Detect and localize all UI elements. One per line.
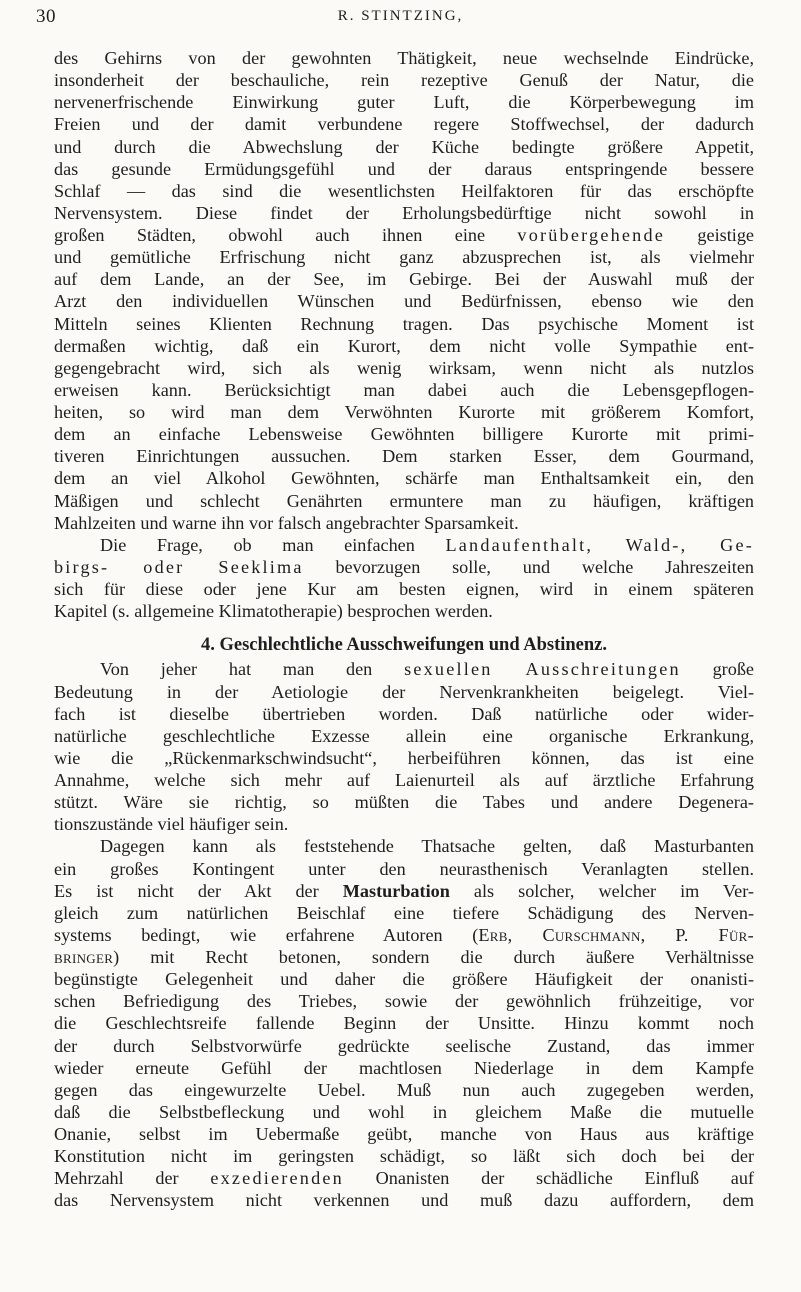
- text-line: Dagegen kann als feststehende Thatsache gelten, daß Masturbanten: [100, 836, 754, 857]
- running-head: R. STINTZING,: [337, 8, 464, 24]
- text-line: fach ist dieselbe übertrieben worden. Daß natürliche oder wider-: [54, 703, 754, 724]
- author-names: bringer: [54, 947, 114, 967]
- page-number: 30: [36, 6, 56, 27]
- text-line: Mahlzeiten und warne ihn vor falsch angebrachter Sparsamkeit.: [54, 512, 519, 533]
- text-line: ein großes Kontingent unter den neurasthenisch Veranlagten stellen.: [54, 858, 754, 879]
- text-line: wie die „Rückenmarkschwindsucht“, herbeiführen können, das ist eine: [54, 747, 754, 768]
- text-run: als solcher, welcher im Ver-: [449, 880, 754, 901]
- text-line: auf dem Lande, an der See, im Gebirge. Bei der Auswahl muß der: [54, 269, 754, 290]
- text-line: gegen das eingewurzelte Uebel. Muß nun auch zugegeben werden,: [54, 1079, 754, 1100]
- text-line: wieder erneute Gefühl der machtlosen Niederlage in dem Kampfe: [54, 1057, 754, 1078]
- text-run: Von jeher hat man den: [100, 659, 405, 680]
- text-line: dem an einfache Lebensweise Gewöhnten billigere Kurorte mit primi-: [54, 424, 754, 445]
- text-line: natürliche geschlechtliche Exzesse allein eine organische Erkrankung,: [54, 725, 754, 746]
- text-line: [54, 946, 754, 968]
- text-line: des Gehirns von der gewohnten Thätigkeit, neue wechselnde Eindrücke,: [54, 48, 754, 68]
- text-line: [54, 534, 754, 556]
- text-line: dermaßen wichtig, daß ein Kurort, dem nicht volle Sympathie ent-: [54, 335, 754, 356]
- text-line: gegengebracht wird, sich als wenig wirksam, wenn nicht als nutzlos: [54, 357, 754, 378]
- text-line: sich für diese oder jene Kur am besten eignen, wird in einem späteren: [54, 579, 754, 599]
- text-line: und durch die Abwechslung der Küche bedingte größere Appetit,: [54, 136, 754, 157]
- text-line: [54, 224, 754, 246]
- text-line: nervenerfrischende Einwirkung guter Luft, die Körperbewegung im: [54, 92, 754, 113]
- text-line: Mäßigen und schlecht Genährten ermuntere man zu häufigen, kräftigen: [54, 490, 754, 511]
- bold-term: Masturbation: [342, 880, 450, 901]
- text-line: und gemütliche Erfrischung nicht ganz abzusprechen ist, als vielmehr: [54, 247, 754, 268]
- text-run: ) mit Recht betonen, sondern die durch äußere Verhältnisse: [113, 947, 754, 967]
- text-run: bevorzugen solle, und welche Jahreszeiten: [303, 556, 754, 577]
- text-line: [54, 556, 754, 578]
- text-run: systems bedingt, wie erfahrene Autoren (: [54, 924, 479, 945]
- text-line: heiten, so wird man dem Verwöhnten Kurorte mit größerem Komfort,: [54, 402, 754, 422]
- text-line: [54, 880, 754, 902]
- text-run: Mehrzahl der: [54, 1168, 211, 1189]
- text-run: Onanisten der schädliche Einfluß auf: [343, 1168, 754, 1189]
- text-line: Freien und der damit verbundene regere Stoffwechsel, der dadurch: [54, 114, 754, 135]
- text-line: das Nervensystem nicht verkennen und muß dazu auffordern, dem: [54, 1190, 754, 1211]
- spaced-emphasis: sexuellen Ausschreitungen: [404, 659, 681, 680]
- text-run: geistige: [665, 225, 754, 245]
- section-heading: 4. Geschlechtliche Ausschweifungen und Abstinenz.: [200, 635, 608, 656]
- text-run: Die Frage, ob man einfachen: [100, 534, 446, 555]
- text-run: Es ist nicht der Akt der: [54, 880, 343, 901]
- text-line: dem an viel Alkohol Gewöhnten, schärfe man Enthaltsamkeit ein, den: [54, 468, 754, 489]
- text-line: [54, 924, 754, 946]
- text-line: die Geschlechtsreife fallende Beginn der Unsitte. Hinzu kommt noch: [54, 1013, 754, 1034]
- body-text: [54, 47, 754, 1212]
- text-run: großen Städten, obwohl auch ihnen eine: [54, 225, 518, 245]
- text-line: Arzt den individuellen Wünschen und Bedürfnissen, ebenso wie den: [54, 291, 754, 312]
- spaced-emphasis: birgs- oder Seeklima: [54, 556, 304, 577]
- text-line: Nervensystem. Diese findet der Erholungsbedürftige nicht sowohl in: [54, 202, 754, 223]
- text-line: der durch Selbstvorwürfe gedrückte seelische Zustand, das immer: [54, 1035, 754, 1056]
- text-line: Schlaf — das sind die wesentlichsten Heilfaktoren für das erschöpfte: [54, 180, 754, 201]
- spaced-emphasis: exzedierenden: [210, 1168, 344, 1189]
- text-line: [54, 658, 754, 680]
- text-line: schen Befriedigung des Triebes, sowie der gewöhnlich frühzeitige, vor: [54, 991, 754, 1012]
- text-line: erweisen kann. Berücksichtigt man dabei auch die Lebensgepflogen-: [54, 379, 754, 400]
- spaced-emphasis: Landaufenthalt, Wald-, Ge-: [445, 534, 754, 555]
- text-line: insonderheit der beschauliche, rein rezeptive Genuß der Natur, die: [54, 70, 754, 91]
- text-line: Konstitution nicht im geringsten schädigt, so läßt sich doch bei der: [54, 1146, 754, 1167]
- text-line: daß die Selbstbefleckung und wohl in gleichem Maße die mutuelle: [54, 1101, 754, 1122]
- text-line: tiveren Einrichtungen aussuchen. Dem starken Esser, dem Gourmand,: [54, 446, 754, 467]
- text-line: Mitteln seines Klienten Rechnung tragen. Das psychische Moment ist: [54, 313, 754, 334]
- spaced-emphasis: vorübergehende: [517, 225, 666, 245]
- text-line: Annahme, welche sich mehr auf Laienurteil als auf ärztliche Erfahrung: [54, 770, 754, 790]
- text-line: gleich zum natürlichen Beischlaf eine tiefere Schädigung des Nerven-: [54, 902, 754, 923]
- text-line: begünstigte Gelegenheit und daher die größere Häufigkeit der onanisti-: [54, 969, 754, 990]
- author-names: Erb, Curschmann, P. Für-: [478, 924, 754, 945]
- text-run: große: [680, 659, 754, 680]
- text-line: Onanie, selbst im Uebermaße geübt, manche von Haus aus kräftige: [54, 1124, 754, 1144]
- text-line: Bedeutung in der Aetiologie der Nervenkrankheiten beigelegt. Viel-: [54, 681, 754, 702]
- text-line: [54, 1167, 754, 1189]
- text-line: Kapitel (s. allgemeine Klimatotherapie) besprochen werden.: [54, 601, 493, 622]
- text-line: tionszustände viel häufiger sein.: [54, 814, 289, 835]
- text-line: stützt. Wäre sie richtig, so müßten die Tabes und andere Degenera-: [54, 792, 754, 813]
- text-line: das gesunde Ermüdungsgefühl und der daraus entspringende bessere: [54, 158, 754, 179]
